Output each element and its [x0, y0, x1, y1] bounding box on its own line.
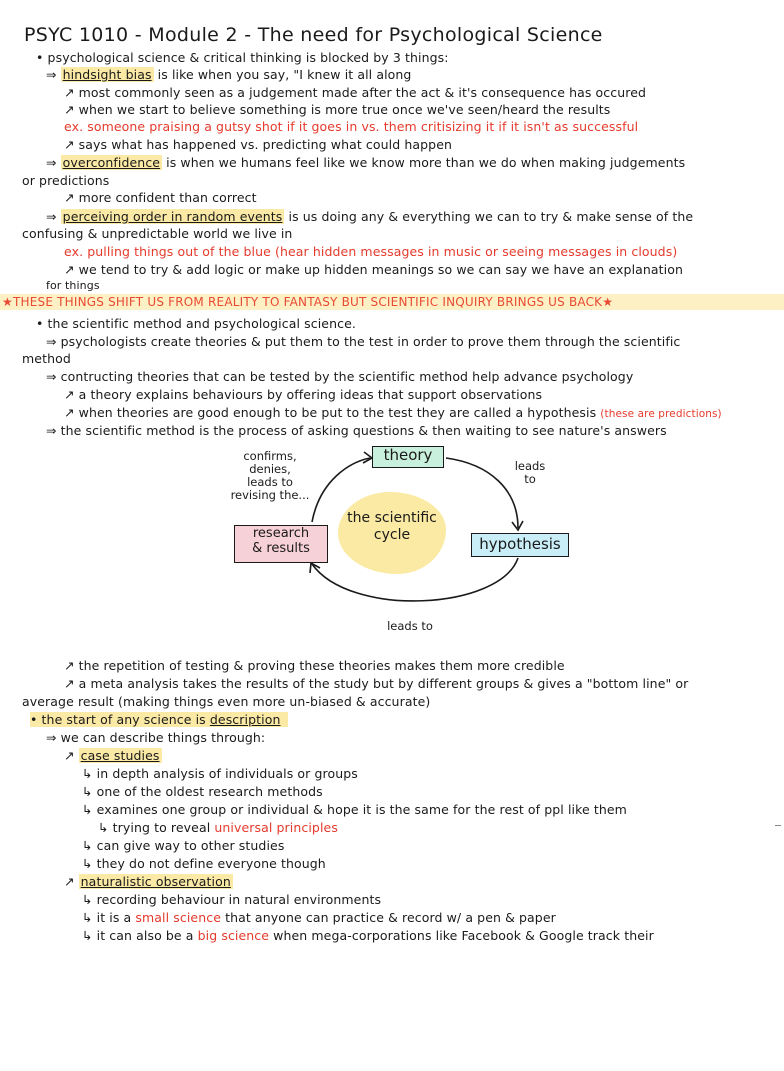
note-line-case-studies: ↗ case studies	[64, 748, 160, 763]
naturalistic-observation-term: naturalistic observation	[80, 874, 231, 889]
note-line-17: ⇒ psychologists create theories & put them to the test in order to prove them through the scientific	[46, 334, 681, 349]
note-line-1: • psychological science & critical thinking is blocked by 3 things:	[36, 50, 449, 65]
note-line-21: ↗ when theories are good enough to be put to the test they are called a hypothesis (these are predictions)	[64, 405, 722, 420]
hindsight-bias-term: hindsight bias	[62, 67, 152, 82]
note-line-35: ↳ they do not define everyone though	[82, 856, 326, 871]
note-line-example-2: ex. pulling things out of the blue (hear hidden messages in music or seeing messages in clouds)	[64, 244, 678, 259]
note-line-26: average result (making things even more un-biased & accurate)	[22, 694, 431, 709]
note-line-33: ↳ trying to reveal universal principles	[98, 820, 338, 835]
big-science-term: big science	[197, 928, 270, 943]
case-studies-term: case studies	[80, 748, 160, 763]
cycle-label-right: leads to	[514, 459, 546, 486]
note-line-30: ↳ in depth analysis of individuals or groups	[82, 766, 358, 781]
note-line-description: • the start of any science is description	[30, 712, 288, 728]
note-line-32: ↳ examines one group or individual & hope it is the same for the rest of ppl like them	[82, 802, 627, 817]
hypothesis-box: hypothesis	[471, 533, 569, 557]
note-line-28: ⇒ we can describe things through:	[46, 730, 266, 745]
note-line-37: ↳ recording behaviour in natural environments	[82, 892, 382, 907]
page-title: PSYC 1010 - Module 2 - The need for Psychological Science	[24, 24, 603, 46]
note-line-14: for things	[46, 279, 100, 292]
note-line-31: ↳ one of the oldest research methods	[82, 784, 323, 799]
theory-box: theory	[372, 446, 444, 468]
note-line-6: ↗ says what has happened vs. predicting what could happen	[64, 137, 453, 152]
overconfidence-term: overconfidence	[62, 155, 161, 170]
description-term: description	[209, 712, 281, 727]
note-line-16: • the scientific method and psychological science.	[36, 316, 356, 331]
note-line-naturalistic: ↗ naturalistic observation	[64, 874, 231, 889]
cycle-label-bottom: leads to	[387, 619, 433, 633]
banner-text: ★THESE THINGS SHIFT US FROM REALITY TO FANTASY BUT SCIENTIFIC INQUIRY BRINGS US BACK★	[2, 295, 614, 309]
small-science-term: small science	[135, 910, 221, 925]
cycle-center-label: the scientific cycle	[347, 510, 437, 543]
note-line-9: ↗ more confident than correct	[64, 190, 257, 205]
note-line-13: ↗ we tend to try & add logic or make up hidden meanings so we can say we have an explanation	[64, 262, 684, 277]
note-line-18: method	[22, 351, 71, 366]
research-results-box: research & results	[234, 525, 328, 563]
note-line-hindsight: ⇒ hindsight bias is like when you say, "I knew it all along	[46, 67, 412, 82]
note-line-19: ⇒ contructing theories that can be tested by the scientific method help advance psychology	[46, 369, 634, 384]
scientific-cycle-diagram	[200, 440, 580, 640]
note-line-38: ↳ it is a small science that anyone can practice & record w/ a pen & paper	[82, 910, 556, 925]
perceiving-order-term: perceiving order in random events	[62, 209, 283, 224]
universal-principles-term: universal principles	[214, 820, 338, 835]
note-line-25: ↗ a meta analysis takes the results of the study but by different groups & gives a "bottom line" or	[64, 676, 689, 691]
note-line-4: ↗ when we start to believe something is more true once we've seen/heard the results	[64, 102, 611, 117]
star-icon: ★	[2, 295, 13, 309]
note-line-23: ⇒ the scientific method is the process of asking questions & then waiting to see nature's answers	[46, 423, 667, 438]
note-line-example-1: ex. someone praising a gutsy shot if it goes in vs. them critisizing it if it isn't as successful	[64, 119, 639, 134]
note-line-34: ↳ can give way to other studies	[82, 838, 285, 853]
margin-dash	[775, 825, 781, 826]
star-icon: ★	[602, 295, 614, 309]
note-line-20: ↗ a theory explains behaviours by offering ideas that support observations	[64, 387, 543, 402]
note-line-39: ↳ it can also be a big science when mega-corporations like Facebook & Google track their	[82, 928, 654, 943]
note-line-24: ↗ the repetition of testing & proving these theories makes them more credible	[64, 658, 565, 673]
note-line-11: confusing & unpredictable world we live in	[22, 226, 293, 241]
cycle-label-left: confirms, denies, leads to revising the...	[230, 449, 310, 502]
note-line-overconfidence: ⇒ overconfidence is when we humans feel like we know more than we do when making judgements	[46, 155, 686, 170]
note-line-8: or predictions	[22, 173, 110, 188]
note-line-perceiving: ⇒ perceiving order in random events is us doing any & everything we can to try & make sense of the	[46, 209, 694, 224]
note-line-3: ↗ most commonly seen as a judgement made after the act & it's consequence has occured	[64, 85, 647, 100]
